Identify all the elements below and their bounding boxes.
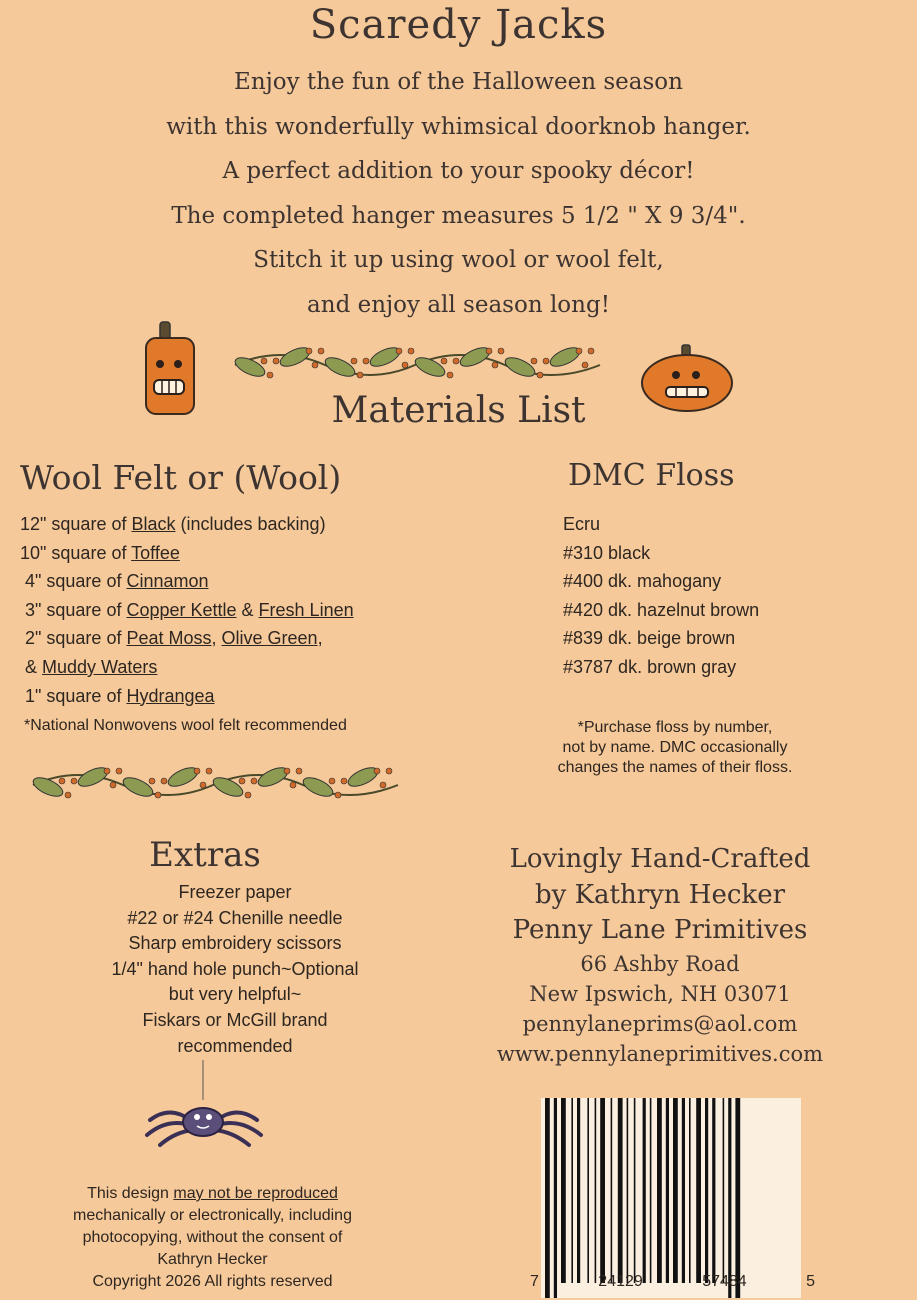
list-item: Fiskars or McGill brand xyxy=(142,1009,328,1030)
intro-line: Stitch it up using wool or wool felt, xyxy=(253,247,664,273)
wool-felt-heading: Wool Felt or (Wool) xyxy=(20,458,342,497)
website-link[interactable]: www.pennylaneprimitives.com xyxy=(496,1041,824,1066)
list-item: 3" square of Copper Kettle & Fresh Linen xyxy=(20,599,354,620)
list-item: #400 dk. mahogany xyxy=(563,571,722,592)
list-item: #839 dk. beige brown xyxy=(563,628,736,649)
vine-garland-middle xyxy=(28,755,403,805)
address-line: New Ipswich, NH 03071 xyxy=(529,981,791,1006)
intro-line: A perfect addition to your spooky décor! xyxy=(222,158,695,184)
contact-line: Lovingly Hand-Crafted xyxy=(509,844,811,874)
wool-felt-list xyxy=(20,510,354,710)
wool-color-name: Fresh Linen xyxy=(258,599,354,620)
barcode-digit-group: 24129 xyxy=(598,1273,643,1290)
list-item: 2" square of Peat Moss, Olive Green, xyxy=(20,628,323,649)
contact-line: by Kathryn Hecker xyxy=(534,879,786,910)
barcode-digit-group: 5 xyxy=(806,1273,815,1290)
wool-color-name: Peat Moss xyxy=(126,628,212,649)
list-item: Ecru xyxy=(563,514,601,534)
list-item: 4" square of Cinnamon xyxy=(20,571,209,592)
wool-color-name: Toffee xyxy=(131,542,180,563)
intro-text xyxy=(0,60,917,327)
contact-block xyxy=(470,842,850,1069)
materials-list-title: Materials List xyxy=(331,390,586,431)
note-line: not by name. DMC occasionally xyxy=(562,739,788,756)
legal-line: photocopying, without the consent of xyxy=(82,1229,343,1246)
extras-heading: Extras xyxy=(149,835,261,875)
barcode xyxy=(541,1098,801,1298)
list-item: #310 black xyxy=(563,542,651,563)
legal-line xyxy=(35,1183,390,1205)
list-item: #420 dk. hazelnut brown xyxy=(563,599,760,620)
list-text: , xyxy=(317,628,323,649)
note-line: *Purchase floss by number, xyxy=(577,719,773,736)
email-link[interactable]: pennylaneprims@aol.com xyxy=(522,1011,798,1036)
list-item: 10" square of Toffee xyxy=(20,542,180,563)
barcode-digit-group: 7 xyxy=(530,1273,539,1290)
list-item: & Muddy Waters xyxy=(20,656,158,677)
legal-line: Copyright 2026 All rights reserved xyxy=(92,1273,333,1290)
list-item: recommended xyxy=(177,1035,293,1056)
list-text: (includes backing) xyxy=(175,514,326,534)
extras-list xyxy=(70,880,400,1059)
list-item: 12" square of Black (includes backing) xyxy=(20,514,326,534)
list-item: 1/4" hand hole punch~Optional xyxy=(111,958,359,979)
legal-emphasis: may not be reproduced xyxy=(173,1185,338,1202)
list-item: #22 or #24 Chenille needle xyxy=(127,907,343,928)
intro-line: The completed hanger measures 5 1/2 " X 9 3/4". xyxy=(171,202,746,229)
legal-line: Kathryn Hecker xyxy=(157,1251,268,1268)
wool-color-name: Black xyxy=(131,514,176,534)
intro-line: and enjoy all season long! xyxy=(307,291,610,318)
dmc-floss-list xyxy=(563,510,759,682)
legal-text: This design xyxy=(87,1185,174,1202)
list-item: #3787 dk. brown gray xyxy=(563,656,737,677)
list-text: & xyxy=(236,599,259,620)
wool-color-name: Hydrangea xyxy=(126,685,215,706)
wool-color-name: Muddy Waters xyxy=(42,656,158,677)
barcode-digits xyxy=(530,1273,815,1291)
wool-color-name: Copper Kettle xyxy=(126,599,237,620)
copyright-notice xyxy=(35,1183,390,1293)
dmc-floss-heading: DMC Floss xyxy=(568,458,735,493)
list-item: Sharp embroidery scissors xyxy=(128,933,342,954)
dmc-floss-note xyxy=(530,718,820,778)
contact-line: Penny Lane Primitives xyxy=(512,915,808,945)
vine-garland-top xyxy=(230,335,605,385)
wool-felt-note: *National Nonwovens wool felt recommended xyxy=(24,717,347,734)
list-item: but very helpful~ xyxy=(168,984,302,1005)
list-item: 1" square of Hydrangea xyxy=(20,685,215,706)
barcode-digit-group: 57484 xyxy=(702,1273,747,1290)
intro-line: with this wonderfully whimsical doorknob hanger. xyxy=(166,113,751,140)
address-line: 66 Ashby Road xyxy=(580,951,740,976)
spider-illustration xyxy=(145,1060,265,1150)
page-title: Scaredy Jacks xyxy=(309,2,608,48)
list-text: , xyxy=(211,628,222,649)
legal-line: mechanically or electronically, including xyxy=(73,1207,352,1224)
note-line: changes the names of their floss. xyxy=(557,759,793,776)
intro-line: Enjoy the fun of the Halloween season xyxy=(234,69,683,95)
list-item: Freezer paper xyxy=(178,882,292,902)
wool-color-name: Cinnamon xyxy=(126,571,209,592)
wool-color-name: Olive Green xyxy=(221,628,318,649)
